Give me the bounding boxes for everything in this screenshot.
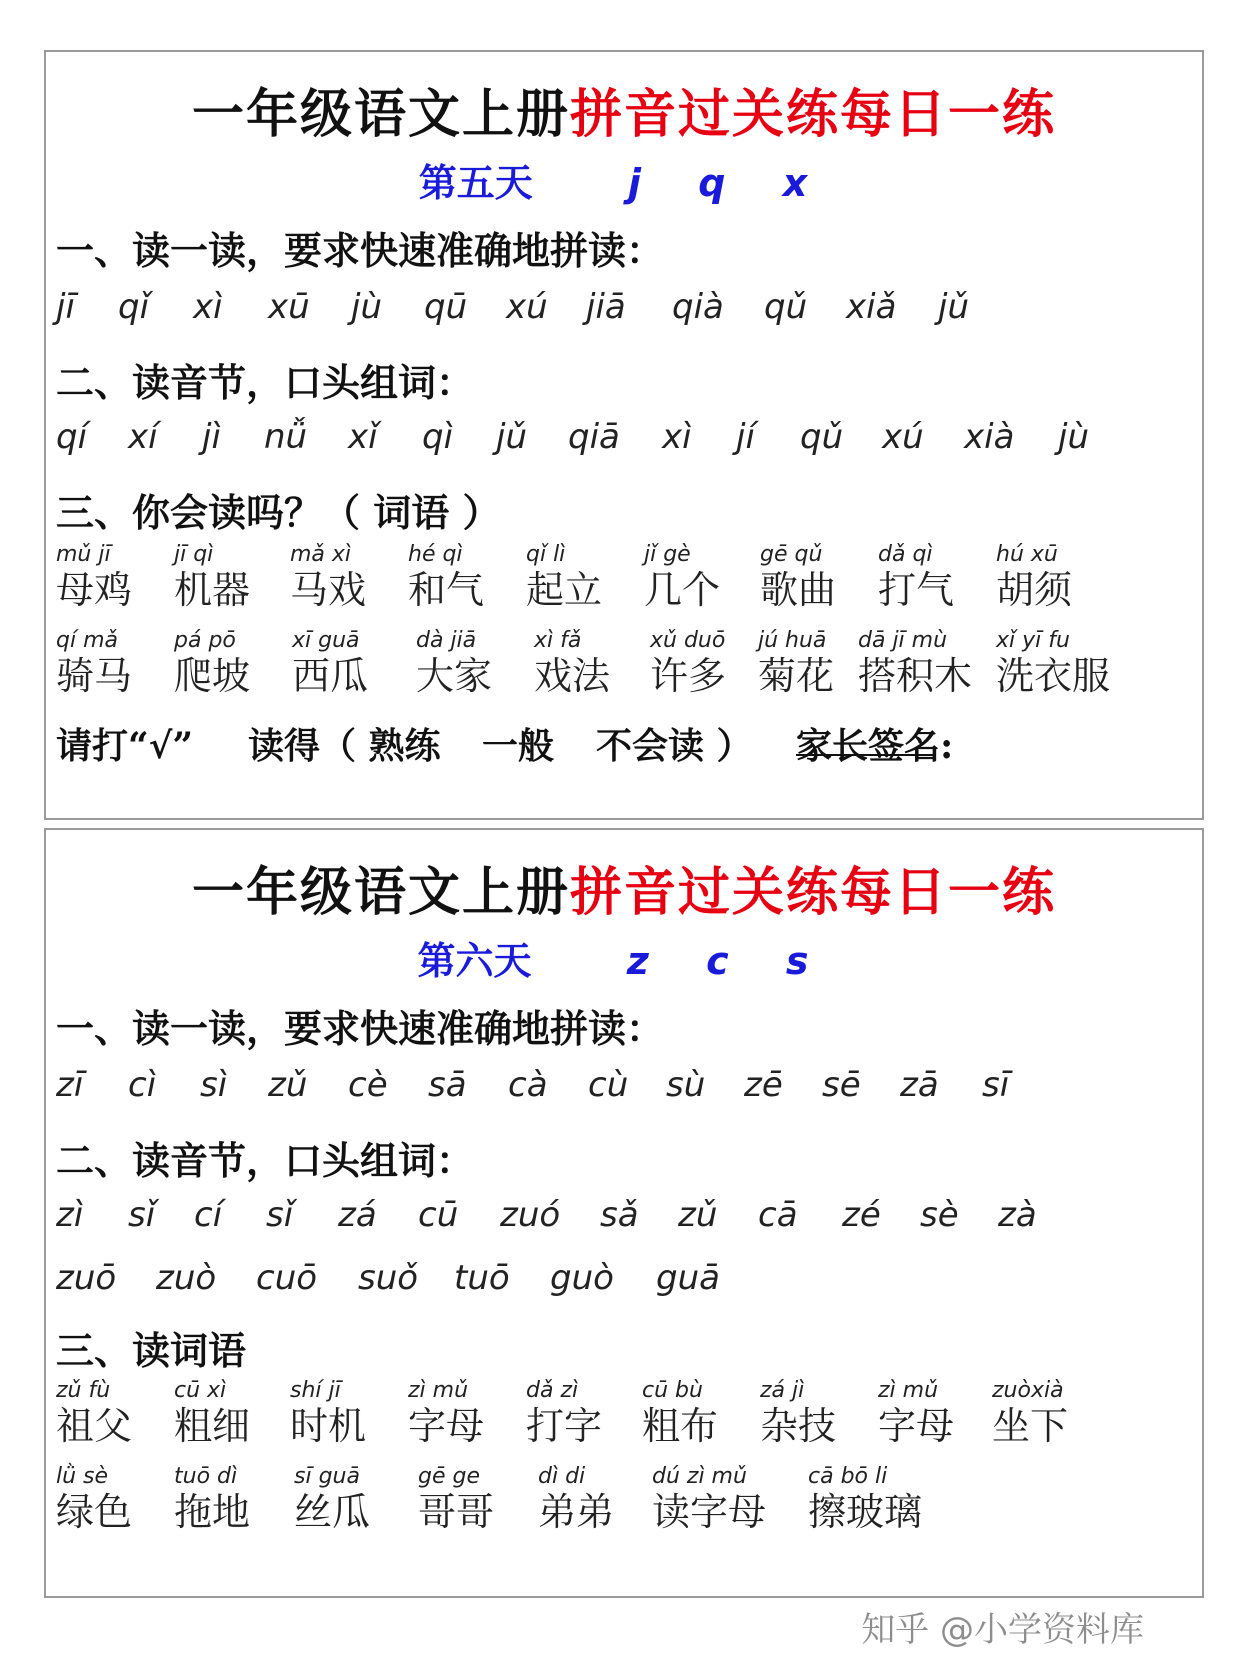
syllable: xiǎ <box>846 287 897 327</box>
syllable: sā <box>428 1065 467 1105</box>
syllable: zā <box>900 1065 939 1105</box>
syllable: xú <box>506 287 548 327</box>
watermark: 知乎 @小学资料库 <box>861 1610 1144 1650</box>
title-black: 一年级语文上册 <box>191 862 570 923</box>
word-item: tuō dì 拖地 <box>174 1464 251 1534</box>
section3-heading: 三、读词语 <box>56 1328 247 1373</box>
title-red: 拼音过关练每日一练 <box>570 862 1057 923</box>
syllable: qià <box>672 287 724 327</box>
worksheet-day5 <box>44 50 1204 820</box>
syllable: qǔ <box>764 287 808 327</box>
syllable: sǐ <box>128 1195 156 1235</box>
word-item: hé qì 和气 <box>408 542 485 612</box>
syllable: xǐ <box>348 417 378 457</box>
words-row <box>56 1378 1192 1458</box>
syllable: qǐ <box>118 287 150 327</box>
word-item: cū bù 粗布 <box>642 1378 719 1448</box>
day-label: 第六天 <box>417 938 532 983</box>
syllable: sǎ <box>600 1195 639 1235</box>
word-item: zǔ fù 祖父 <box>56 1378 133 1448</box>
section1-heading: 一、读一读，要求快速准确地拼读： <box>56 1006 665 1051</box>
syllable: zē <box>744 1065 783 1105</box>
syllable: xì <box>193 287 223 327</box>
word-item: zá jì 杂技 <box>760 1378 837 1448</box>
section1-heading: 一、读一读，要求快速准确地拼读： <box>56 228 665 273</box>
syllable: sē <box>822 1065 861 1105</box>
syllable: zì <box>56 1195 84 1235</box>
title-black: 一年级语文上册 <box>191 84 570 145</box>
day-label-row <box>46 930 1202 985</box>
syllable: cà <box>508 1065 548 1105</box>
word-item: shí jī 时机 <box>290 1378 367 1448</box>
word-item: dà jiā 大家 <box>416 628 493 698</box>
syllable: zǔ <box>678 1195 718 1235</box>
syllable: qū <box>424 287 468 327</box>
syllable: guò <box>550 1258 614 1298</box>
syllable: cì <box>128 1065 157 1105</box>
day-label: 第五天 <box>418 160 533 205</box>
word-item: dǎ qì 打气 <box>878 542 955 612</box>
syllable: jì <box>202 417 221 457</box>
word-item: dú zì mǔ 读字母 <box>652 1464 767 1534</box>
section3-heading: 三、你会读吗？（ 词语 ） <box>56 490 501 535</box>
syllable: sī <box>982 1065 1010 1105</box>
syllable: cù <box>588 1065 629 1105</box>
word-item: mǎ xì 马戏 <box>290 542 367 612</box>
worksheet-title <box>46 72 1202 147</box>
day-letter: c <box>706 939 729 983</box>
option-cannot: 不会读 ） <box>596 725 753 767</box>
syllable: xià <box>964 417 1015 457</box>
syllable: sù <box>666 1065 706 1105</box>
word-item: qí mǎ 骑马 <box>56 628 133 698</box>
title-red: 拼音过关练每日一练 <box>570 84 1057 145</box>
word-item: xì fǎ 戏法 <box>534 628 611 698</box>
syllable: zuō <box>56 1258 117 1298</box>
syllable: cā <box>758 1195 798 1235</box>
word-item: cā bō li 擦玻璃 <box>808 1464 923 1534</box>
syllable: jí <box>736 417 755 457</box>
word-item: hú xū 胡须 <box>996 542 1073 612</box>
read-label: 读得（ 熟练 <box>248 725 441 767</box>
syllable: jiā <box>586 287 626 327</box>
syllable: qiā <box>568 417 620 457</box>
word-item: zì mǔ 字母 <box>878 1378 955 1448</box>
syllable: cí <box>194 1195 223 1235</box>
syllable: zuó <box>500 1195 561 1235</box>
word-item: zuòxià 坐下 <box>992 1378 1069 1448</box>
syllable: zī <box>56 1065 84 1105</box>
word-item: gē ge 哥哥 <box>418 1464 495 1534</box>
word-item: mǔ jī 母鸡 <box>56 542 133 612</box>
word-item: gē qǔ 歌曲 <box>760 542 837 612</box>
syllable: cè <box>348 1065 388 1105</box>
syllable: qí <box>56 417 88 457</box>
check-label: 请打“√” <box>56 725 194 767</box>
words-row <box>56 1464 1192 1544</box>
day-letter: x <box>782 161 808 205</box>
worksheet-title <box>46 850 1202 925</box>
word-item: zì mǔ 字母 <box>408 1378 485 1448</box>
day-letter: s <box>785 939 809 983</box>
word-item: sī guā 丝瓜 <box>294 1464 371 1534</box>
syllable: sè <box>920 1195 959 1235</box>
syllable: xí <box>128 417 158 457</box>
syllable: zǔ <box>268 1065 308 1105</box>
syllable: cū <box>418 1195 459 1235</box>
word-item: qǐ lì 起立 <box>526 542 603 612</box>
day-letter: q <box>698 161 726 205</box>
syllable: suǒ <box>358 1258 419 1298</box>
syllable: xú <box>882 417 924 457</box>
syllable: zá <box>338 1195 377 1235</box>
word-item: xǔ duō 许多 <box>650 628 727 698</box>
syllable: zé <box>842 1195 881 1235</box>
syllable: tuō <box>454 1258 510 1298</box>
words-row <box>56 542 1192 622</box>
syllable: jǔ <box>496 417 527 457</box>
day-letter: z <box>626 939 649 983</box>
signature-label: 家长签名: <box>796 725 954 767</box>
syllable: jǔ <box>938 287 969 327</box>
word-item: dā jī mù 搭积木 <box>858 628 973 698</box>
word-item: lǜ sè 绿色 <box>56 1464 133 1534</box>
option-normal: 一般 <box>482 725 555 767</box>
syllable: qì <box>422 417 454 457</box>
worksheet-day6 <box>44 828 1204 1598</box>
word-item: dì di 弟弟 <box>538 1464 615 1534</box>
word-item: jǐ gè 几个 <box>644 542 721 612</box>
signature-line[interactable] <box>796 718 934 756</box>
word-item: dǎ zì 打字 <box>526 1378 603 1448</box>
word-item: xǐ yī fu 洗衣服 <box>996 628 1111 698</box>
word-item: cū xì 粗细 <box>174 1378 251 1448</box>
syllable: guā <box>656 1258 720 1298</box>
syllable: jù <box>351 287 382 327</box>
syllable: xū <box>268 287 310 327</box>
section2-heading: 二、读音节，口头组词： <box>56 1138 475 1183</box>
day-letter: j <box>628 161 642 205</box>
word-item: pá pō 爬坡 <box>174 628 251 698</box>
syllable: xì <box>662 417 692 457</box>
syllable: nǚ <box>264 417 308 457</box>
day-label-row <box>46 152 1202 207</box>
syllable: jù <box>1058 417 1089 457</box>
section2-heading: 二、读音节，口头组词： <box>56 360 475 405</box>
syllable: qǔ <box>800 417 844 457</box>
syllable: zà <box>998 1195 1037 1235</box>
syllable: zuò <box>156 1258 217 1298</box>
syllable: sǐ <box>266 1195 294 1235</box>
syllable: sì <box>200 1065 228 1105</box>
words-row <box>56 628 1192 708</box>
syllable: jī <box>56 287 75 327</box>
word-item: jī qì 机器 <box>174 542 251 612</box>
word-item: xī guā 西瓜 <box>292 628 369 698</box>
syllable: cuō <box>256 1258 318 1298</box>
word-item: jú huā 菊花 <box>758 628 835 698</box>
